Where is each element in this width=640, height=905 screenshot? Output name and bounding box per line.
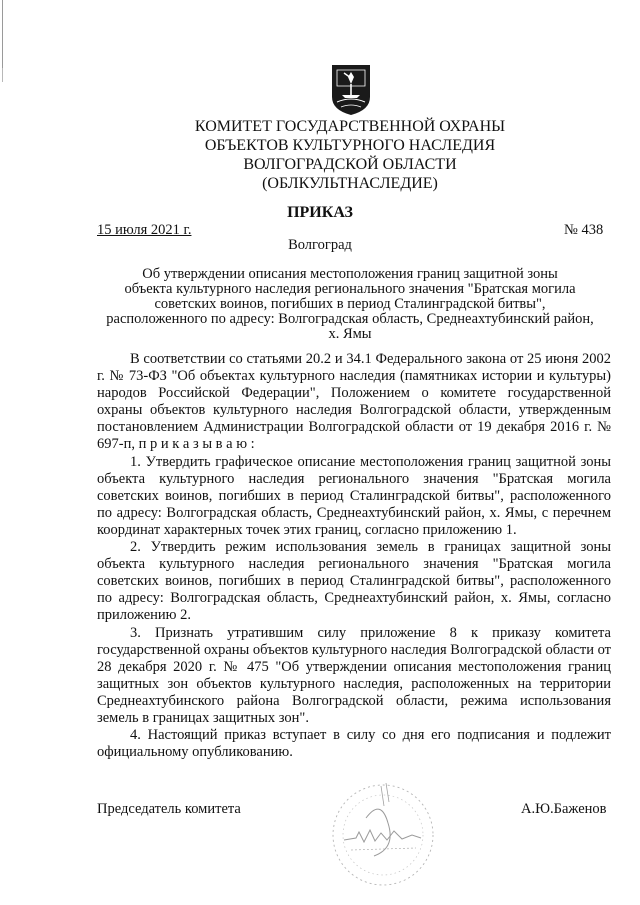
org-line: (ОБЛКУЛЬТНАСЛЕДИЕ) <box>262 175 438 192</box>
subject-line: объекта культурного наследия регионального значения "Братская могила <box>124 281 576 297</box>
subject-line: расположенного по адресу: Волгоградская область, Среднеахтубинский район, <box>106 311 594 327</box>
document-city: Волгоград <box>288 237 352 253</box>
document-title: ПРИКАЗ <box>287 204 353 221</box>
preamble-paragraph: В соответствии со статьями 20.2 и 34.1 Федерального закона от 25 июня 2002 г. № 73-ФЗ "Об объектах культурного наследия (памятниках истории и культуры) народов Российской Федерации", Положением о комитете государственной охраны объектов культурного наследия Волгоградской области, утвержденным постановлением Администрации Волгоградской области от 19 декабря 2016 г. № 697-п, п р и к а з ы в а ю : <box>97 351 611 453</box>
document-body <box>97 351 611 761</box>
order-item-3: 3. Признать утратившим силу приложение 8 к приказу комитета государственной охраны объектов культурного наследия Волгоградской области от 28 декабря 2020 г. № 475 "Об утверждении описания местоположения границ защитных зон объектов культурного наследия, расположенных на территории Среднеахтубинского района Волгоградской области, режима использования земель в границах защитных зон". <box>97 624 611 726</box>
volgograd-coat-of-arms-icon <box>331 64 371 116</box>
order-item-4: 4. Настоящий приказ вступает в силу со дня его подписания и подлежит официальному опубликованию. <box>97 727 611 761</box>
subject-line: советских воинов, погибших в период Сталинградской битвы", <box>154 296 546 312</box>
signer-name: А.Ю.Баженов <box>521 801 607 817</box>
signer-position: Председатель комитета <box>97 801 241 817</box>
subject-line: х. Ямы <box>328 326 372 342</box>
document-number: № 438 <box>564 222 604 238</box>
org-line: КОМИТЕТ ГОСУДАРСТВЕННОЙ ОХРАНЫ <box>194 118 506 135</box>
handwritten-signature-icon <box>326 778 441 893</box>
org-line: ОБЪЕКТОВ КУЛЬТУРНОГО НАСЛЕДИЯ <box>204 137 496 154</box>
document-date: 15 июля 2021 г. <box>97 222 192 238</box>
scan-edge-artifact <box>2 68 3 82</box>
document-subject <box>90 267 610 342</box>
order-item-2: 2. Утвердить режим использования земель в границах защитной зоны объекта культурного наследия регионального значения "Братская могила советских воинов, погибших в период Сталинградской битвы", расположенного по адресу: Волгоградская область, Среднеахтубинский район, х. Ямы, согласно приложению 2. <box>97 539 611 624</box>
subject-line: Об утверждении описания местоположения границ защитной зоны <box>142 266 558 282</box>
order-item-1: 1. Утвердить графическое описание местоположения границ защитной зоны объекта культурного наследия регионального значения "Братская могила советских воинов, погибших в период Сталинградской битвы", расположенного по адресу: Волгоградская область, Среднеахтубинский район, х. Ямы, с перечнем координат характерных точек этих границ, согласно приложению 1. <box>97 453 611 538</box>
organization-name <box>150 117 550 193</box>
org-line: ВОЛГОГРАДСКОЙ ОБЛАСТИ <box>243 156 457 173</box>
